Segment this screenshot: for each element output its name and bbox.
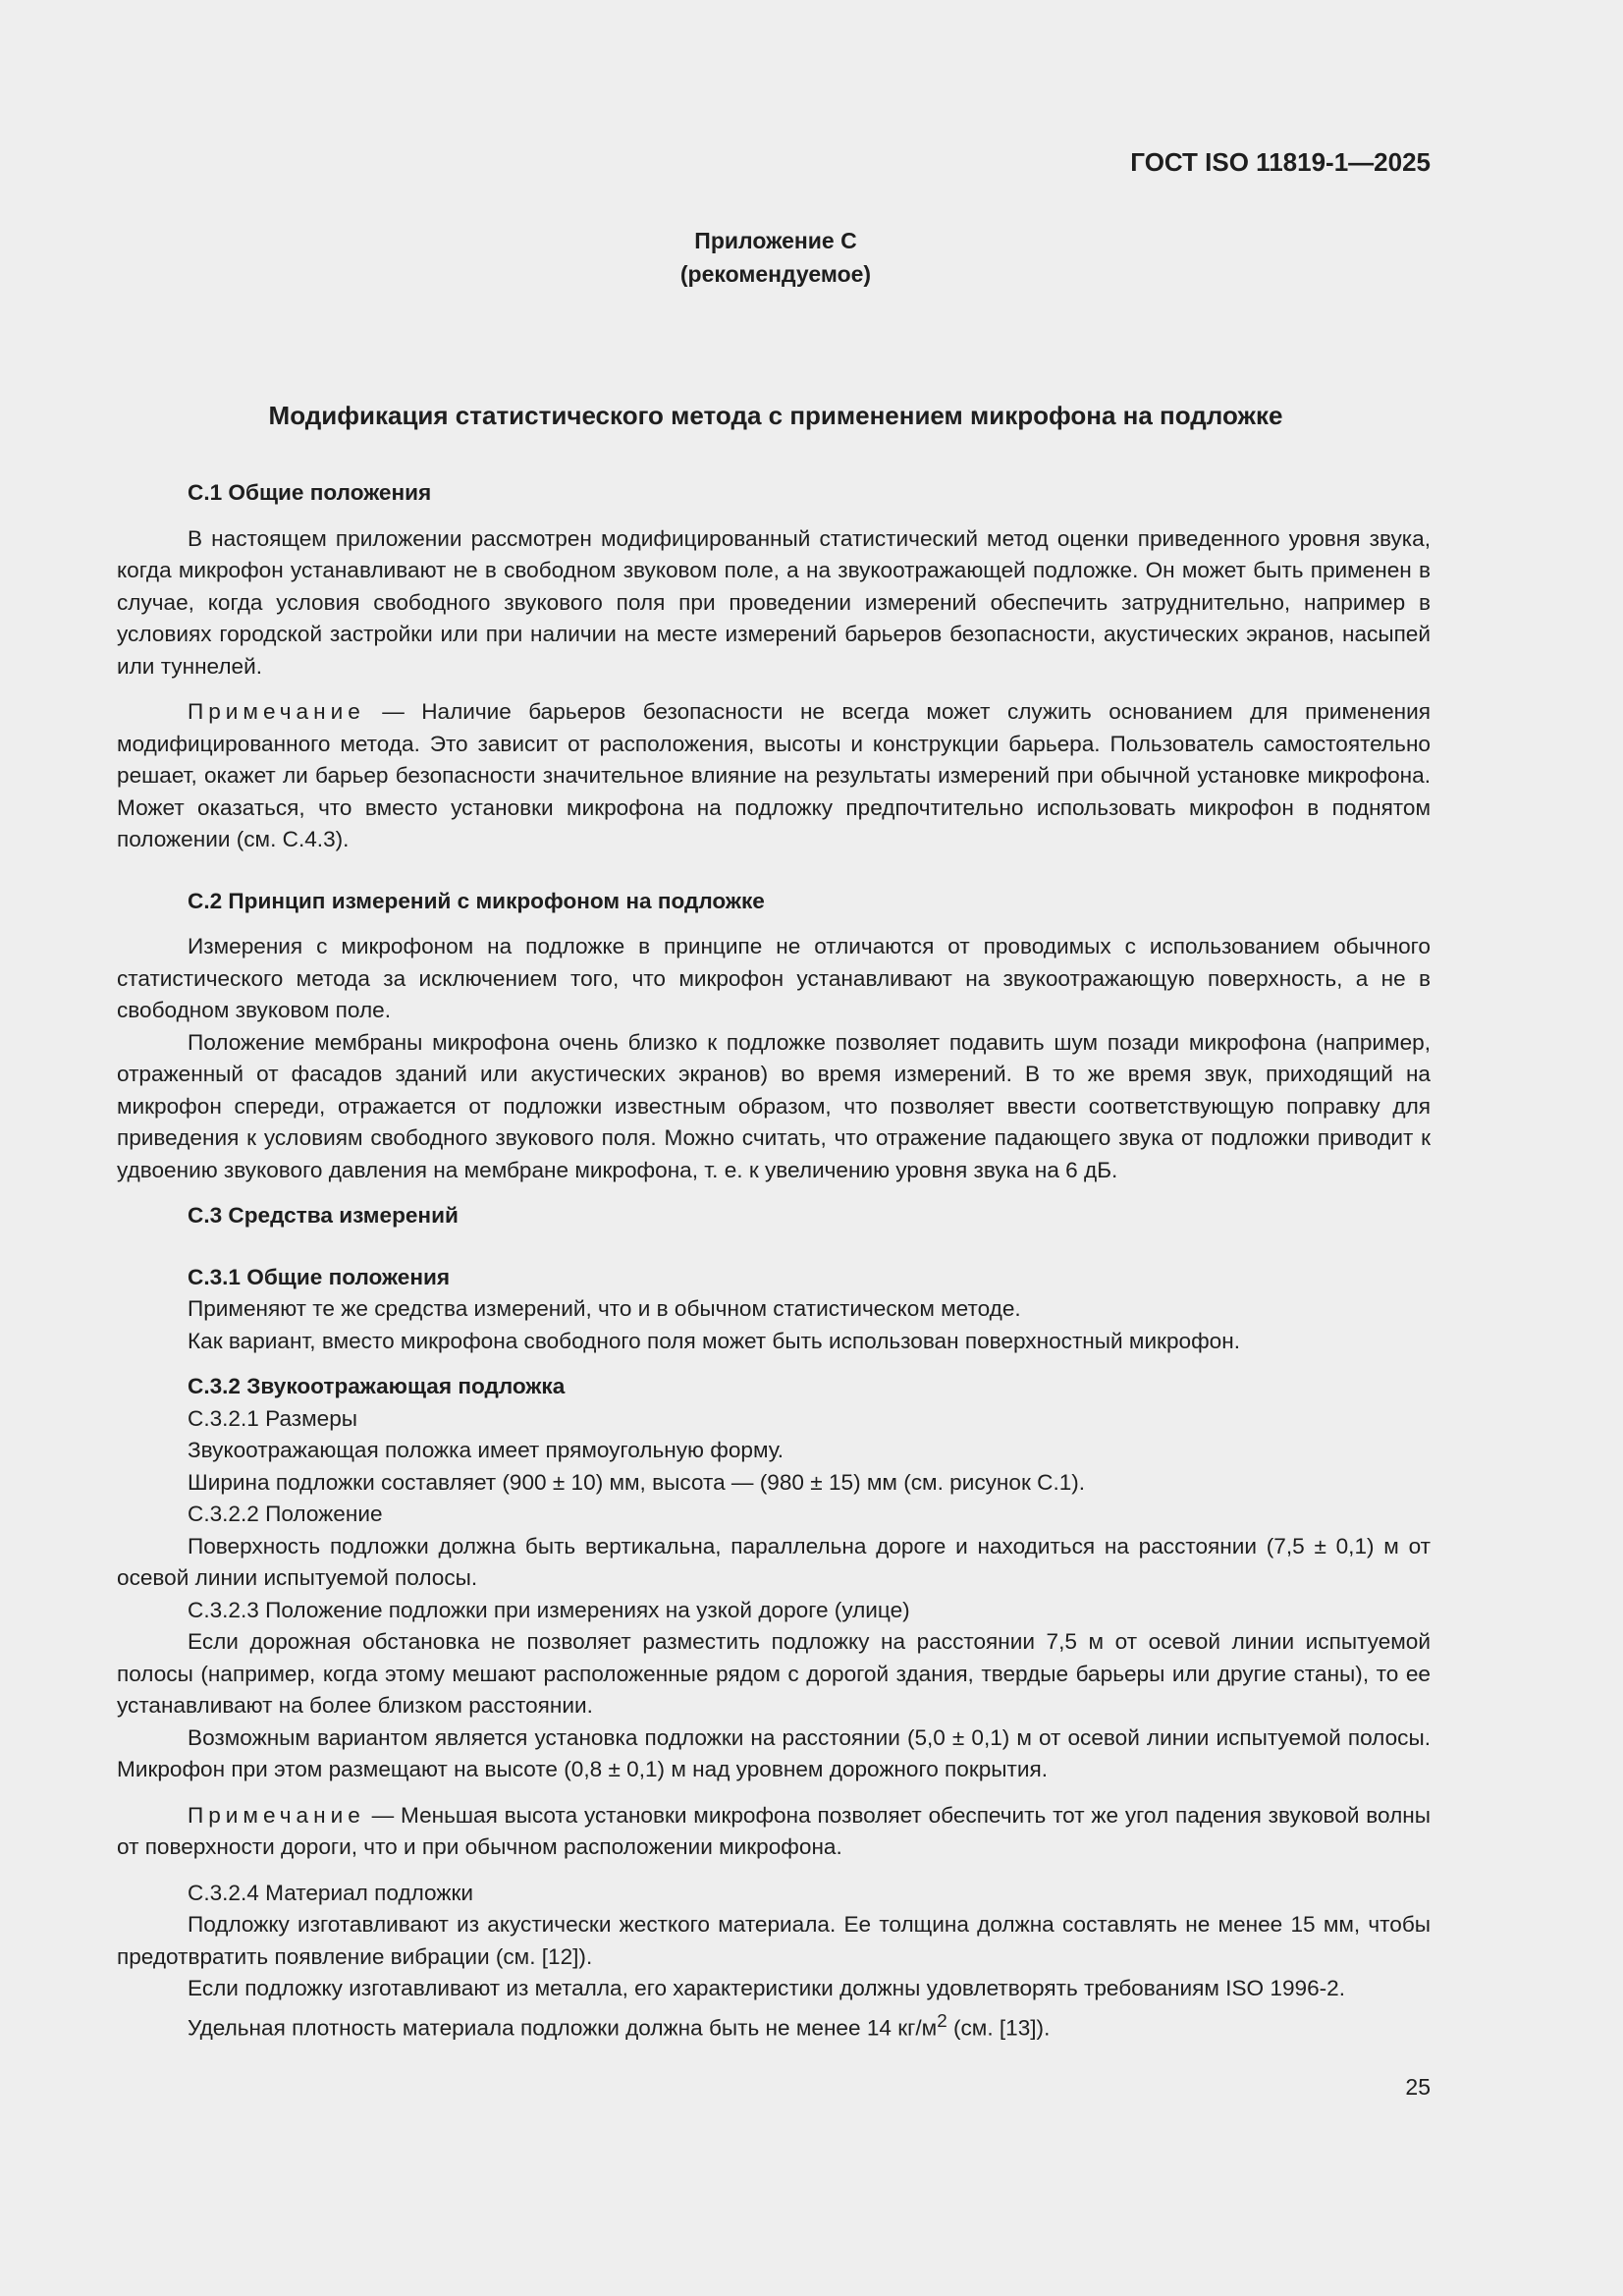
- density-superscript: 2: [937, 2009, 947, 2031]
- annex-status: (рекомендуемое): [679, 261, 872, 287]
- document-body: [117, 477, 1431, 2045]
- section-c321-heading: С.3.2.1 Размеры: [188, 1405, 358, 1431]
- section-c31-paragraph-2: Как вариант, вместо микрофона свободного поля может быть использован поверхностный микрофон.: [188, 1328, 1240, 1353]
- section-c322-paragraph: Поверхность подложки должна быть вертикальна, параллельна дороге и находиться на расстоянии (7,5 ± 0,1) м от осевой линии испытуемой полосы.: [117, 1533, 1431, 1590]
- section-c3-heading: С.3 Средства измерений: [188, 1203, 459, 1228]
- section-c324-paragraph-3: [117, 2005, 1431, 2045]
- annex-heading: [0, 224, 1551, 291]
- section-c324-paragraph-2: Если подложку изготавливают из металла, его характеристики должны удовлетворять требованиям ISO 1996-2.: [188, 1976, 1346, 2000]
- section-c31-paragraph-1: Применяют те же средства измерений, что и в обычном статистическом методе.: [188, 1296, 1021, 1321]
- page-number: 25: [1405, 2074, 1431, 2100]
- section-c322-heading: С.3.2.2 Положение: [188, 1502, 383, 1526]
- section-c323-paragraph-2: Возможным вариантом является установка подложки на расстоянии (5,0 ± 0,1) м от осевой линии испытуемой полосы. Микрофон при этом размещают на высоте (0,8 ± 0,1) м над уровнем дорожного покрытия.: [117, 1724, 1431, 1781]
- section-c321-paragraph-1: Звукоотражающая положка имеет прямоугольную форму.: [188, 1438, 784, 1462]
- section-c2-paragraph-2: Положение мембраны микрофона очень близко к подложке позволяет подавить шум позади микрофона (например, отраженный от фасадов зданий или акустических экранов) во время измерений. В то же время звук, приходящий на микрофон спереди, отражается от подложки известным образом, что позволяет ввести соответствующую поправку для приведения к условиям свободного звукового поля. Можно считать, что отражение падающего звука от подложки приводит к удвоению звукового давления на мембране микрофона, т. е. к увеличению уровня звука на 6 дБ.: [117, 1029, 1431, 1182]
- note-text: — Меньшая высота установки микрофона позволяет обеспечить тот же угол падения звуковой волны от поверхности дороги, что и при обычном расположении микрофона.: [117, 1802, 1431, 1859]
- section-c31-heading: С.3.1 Общие положения: [188, 1264, 451, 1289]
- section-c1-heading: С.1 Общие положения: [188, 480, 432, 505]
- section-c321-paragraph-2: Ширина подложки составляет (900 ± 10) мм, высота — (980 ± 15) мм (см. рисунок С.1).: [188, 1469, 1086, 1495]
- density-text: Удельная плотность материала подложки должна быть не менее 14 кг/м: [188, 2015, 938, 2041]
- density-reference: (см. [13]).: [947, 2015, 1051, 2041]
- standard-id: ГОСТ ISO 11819-1—2025: [1130, 147, 1431, 177]
- section-c32-heading: С.3.2 Звукоотражающая подложка: [188, 1374, 566, 1398]
- note-label: Примечание: [188, 1802, 365, 1828]
- section-c1-note: [117, 696, 1431, 856]
- section-c323-note: [117, 1800, 1431, 1864]
- document-title: Модификация статистического метода с применением микрофона на подложке: [268, 401, 1283, 430]
- section-c2-paragraph-1: Измерения с микрофоном на подложке в принципе не отличаются от проводимых с использованием обычного статистического метода за исключением того, что микрофон устанавливают на звукоотражающую поверхность, а не в свободном звуковом поле.: [117, 934, 1431, 1022]
- section-c323-heading: С.3.2.3 Положение подложки при измерениях на узкой дороге (улице): [188, 1597, 910, 1622]
- note-label: Примечание: [188, 699, 365, 724]
- section-c2-heading: С.2 Принцип измерений с микрофоном на подложке: [188, 888, 765, 913]
- annex-title: Приложение С: [694, 228, 857, 253]
- section-c323-paragraph-1: Если дорожная обстановка не позволяет разместить подложку на расстоянии 7,5 м от осевой линии испытуемой полосы (например, когда этому мешают расположенные рядом с дорогой здания, твердые барьеры или другие станы), то ее устанавливают на более близком расстоянии.: [117, 1629, 1431, 1718]
- section-c1-paragraph: В настоящем приложении рассмотрен модифицированный статистический метод оценки приведенного уровня звука, когда микрофон устанавливают не в свободном звуковом поле, а на звукоотражающей подложке. Он может быть применен в случае, когда условия свободного звукового поля при проведении измерений обеспечить затруднительно, например в условиях городской застройки или при наличии на месте измерений барьеров безопасности, акустических экранов, насыпей или туннелей.: [117, 525, 1431, 679]
- section-c324-paragraph-1: Подложку изготавливают из акустически жесткого материала. Ее толщина должна составлять не менее 15 мм, чтобы предотвратить появление вибрации (см. [12]).: [117, 1912, 1431, 1969]
- section-c324-heading: С.3.2.4 Материал подложки: [188, 1880, 473, 1905]
- note-text: — Наличие барьеров безопасности не всегда может служить основанием для применения модифицированного метода. Это зависит от расположения, высоты и конструкции барьера. Пользователь самостоятельно решает, окажет ли барьер безопасности значительное влияние на результаты измерений при обычной установке микрофона. Может оказаться, что вместо установки микрофона на подложку предпочтительно использовать микрофон в поднятом положении (см. С.4.3).: [117, 699, 1431, 851]
